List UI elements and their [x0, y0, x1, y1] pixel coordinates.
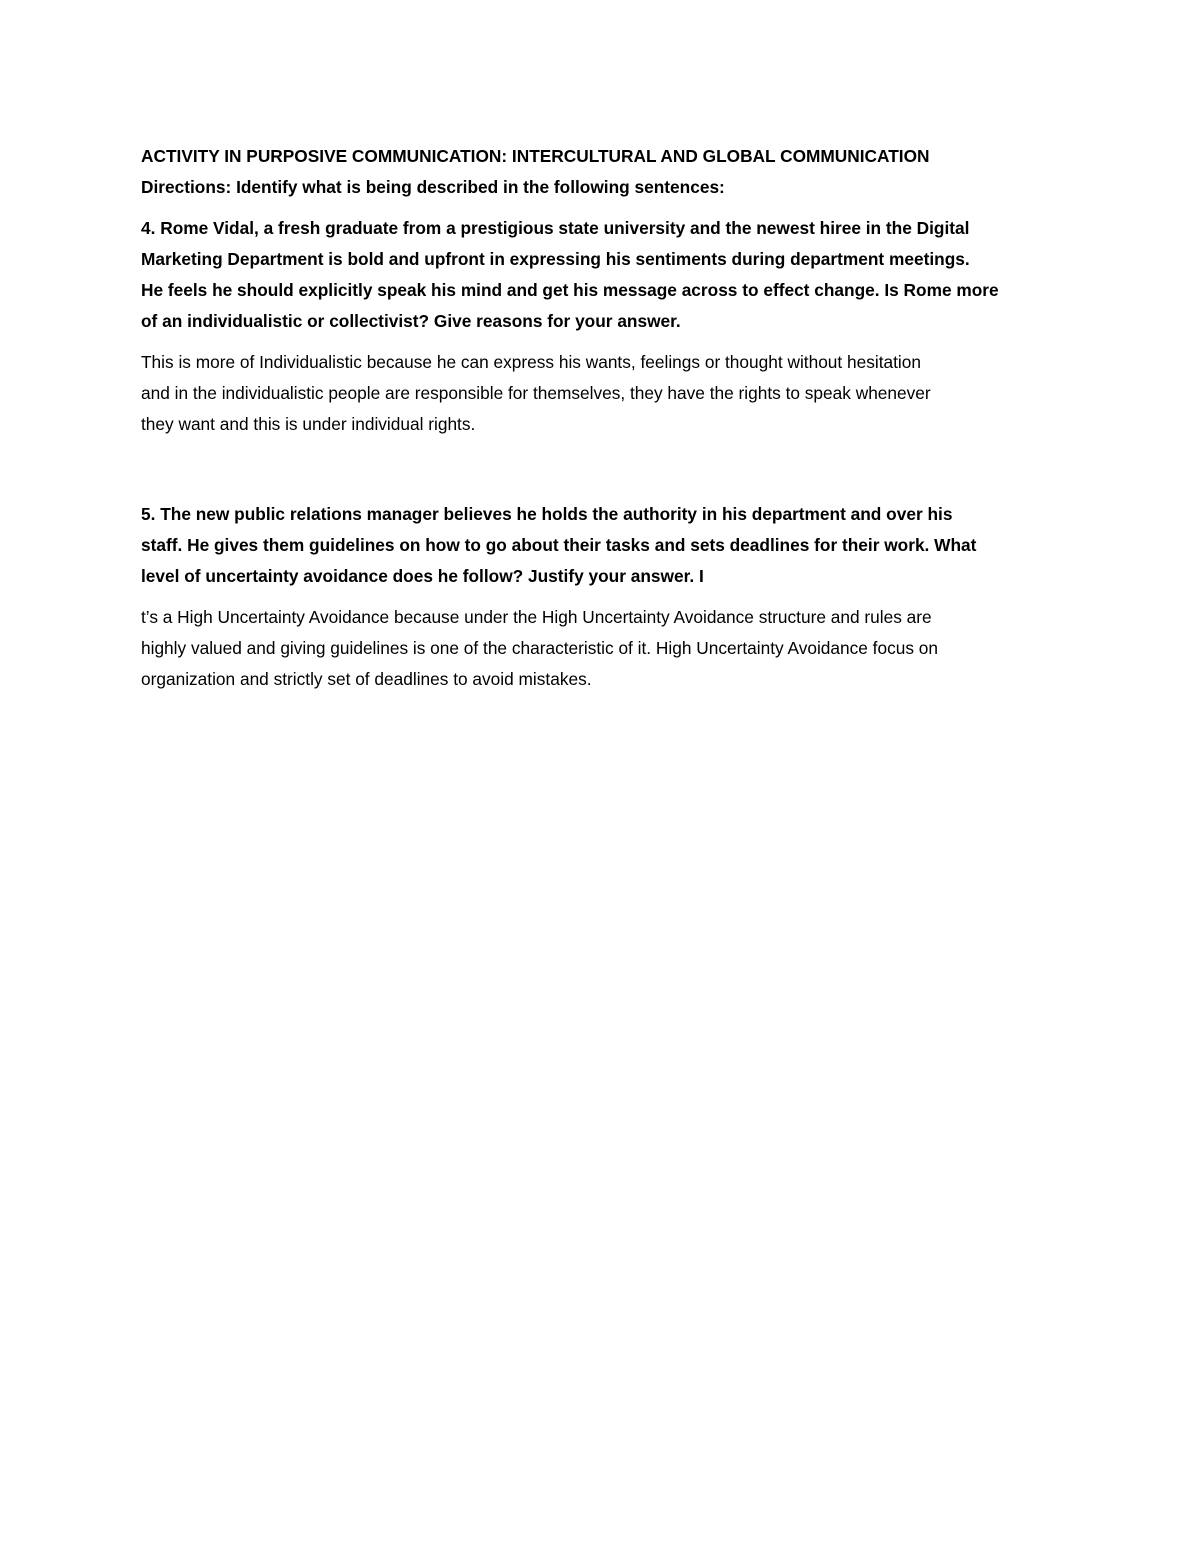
- answer-4-line: This is more of Individualistic because he can express his wants, feelings or thought without hesitation: [141, 352, 921, 372]
- answer-5-line: organization and strictly set of deadlines to avoid mistakes.: [141, 669, 592, 689]
- question-5-line: level of uncertainty avoidance does he follow? Justify your answer. I: [141, 566, 704, 586]
- question-4-line: He feels he should explicitly speak his mind and get his message across to effect change. Is Rome more: [141, 280, 999, 300]
- directions-text: Directions: Identify what is being described in the following sentences:: [141, 177, 725, 197]
- answer-5-line: t’s a High Uncertainty Avoidance because under the High Uncertainty Avoidance structure and rules are: [141, 607, 932, 627]
- answer-4: [141, 347, 1059, 440]
- question-5: [141, 499, 1059, 592]
- question-5-line: staff. He gives them guidelines on how to go about their tasks and sets deadlines for their work. What: [141, 535, 977, 555]
- answer-4-line: they want and this is under individual rights.: [141, 414, 476, 434]
- document-title: ACTIVITY IN PURPOSIVE COMMUNICATION: INTERCULTURAL AND GLOBAL COMMUNICATION: [141, 146, 930, 166]
- question-5-line: 5. The new public relations manager believes he holds the authority in his department and over his: [141, 504, 953, 524]
- document-body: [141, 141, 1059, 695]
- question-4-line: of an individualistic or collectivist? Give reasons for your answer.: [141, 311, 681, 331]
- question-4-line: Marketing Department is bold and upfront in expressing his sentiments during department meetings.: [141, 249, 970, 269]
- question-4: [141, 213, 1059, 337]
- answer-5-line: highly valued and giving guidelines is one of the characteristic of it. High Uncertainty Avoidance focus on: [141, 638, 939, 658]
- answer-4-line: and in the individualistic people are responsible for themselves, they have the rights to speak whenever: [141, 383, 931, 403]
- question-4-line: 4. Rome Vidal, a fresh graduate from a prestigious state university and the newest hiree in the Digital: [141, 218, 970, 238]
- answer-5: [141, 602, 1059, 695]
